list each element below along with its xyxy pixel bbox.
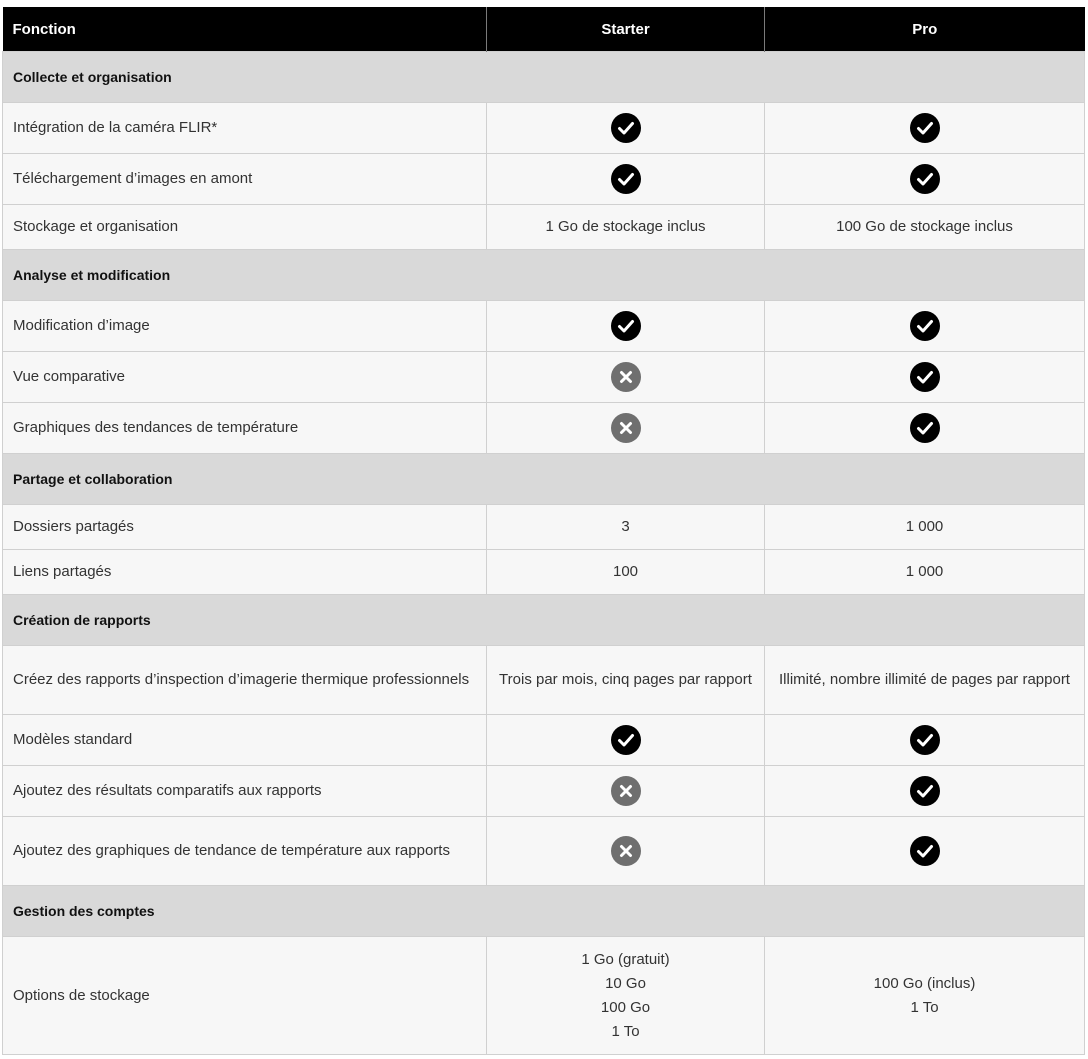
pro-cell xyxy=(765,715,1085,766)
table-row xyxy=(3,103,1085,154)
table-row xyxy=(3,352,1085,403)
pro-option: 1 To xyxy=(910,998,939,1016)
feature-label: Ajoutez des résultats comparatifs aux rapports xyxy=(3,766,487,817)
starter-option: 10 Go xyxy=(605,974,646,992)
table-row xyxy=(3,817,1085,886)
check-circle-icon xyxy=(910,311,940,341)
feature-label: Dossiers partagés xyxy=(3,505,487,550)
check-circle-icon xyxy=(910,776,940,806)
table-row xyxy=(3,766,1085,817)
section-title-analyse: Analyse et modification xyxy=(3,250,1085,301)
table-row xyxy=(3,154,1085,205)
x-circle-icon xyxy=(611,836,641,866)
section-row xyxy=(3,886,1085,937)
pro-value: Illimité, nombre illimité de pages par rapport xyxy=(765,646,1085,715)
feature-label: Stockage et organisation xyxy=(3,205,487,250)
starter-value: Trois par mois, cinq pages par rapport xyxy=(487,646,765,715)
feature-label: Modèles standard xyxy=(3,715,487,766)
starter-cell xyxy=(487,403,765,454)
check-circle-icon xyxy=(910,413,940,443)
feature-label: Graphiques des tendances de température xyxy=(3,403,487,454)
feature-label: Modification d’image xyxy=(3,301,487,352)
starter-cell xyxy=(487,154,765,205)
starter-cell xyxy=(487,817,765,886)
starter-cell xyxy=(487,766,765,817)
check-circle-icon xyxy=(910,164,940,194)
check-circle-icon xyxy=(611,725,641,755)
table-row xyxy=(3,403,1085,454)
section-row xyxy=(3,595,1085,646)
feature-label: Téléchargement d’images en amont xyxy=(3,154,487,205)
check-circle-icon xyxy=(910,113,940,143)
section-row xyxy=(3,250,1085,301)
check-circle-icon xyxy=(910,836,940,866)
feature-label: Vue comparative xyxy=(3,352,487,403)
check-circle-icon xyxy=(611,113,641,143)
starter-cell xyxy=(487,352,765,403)
table-row xyxy=(3,646,1085,715)
pro-option: 100 Go (inclus) xyxy=(873,974,976,992)
section-row xyxy=(3,52,1085,103)
table-header-row xyxy=(3,7,1085,52)
check-circle-icon xyxy=(611,164,641,194)
starter-value: 100 xyxy=(487,550,765,595)
pro-cell xyxy=(765,352,1085,403)
pro-cell xyxy=(765,766,1085,817)
pro-cell xyxy=(765,103,1085,154)
table-row xyxy=(3,937,1085,1055)
feature-label: Intégration de la caméra FLIR* xyxy=(3,103,487,154)
starter-cell xyxy=(487,715,765,766)
check-circle-icon xyxy=(910,362,940,392)
starter-cell xyxy=(487,103,765,154)
pro-cell xyxy=(765,154,1085,205)
comparison-table-container xyxy=(2,7,1084,1055)
header-starter: Starter xyxy=(487,7,765,52)
section-title-rapports: Création de rapports xyxy=(3,595,1085,646)
x-circle-icon xyxy=(611,413,641,443)
pro-value: 1 000 xyxy=(765,550,1085,595)
feature-label: Liens partagés xyxy=(3,550,487,595)
check-circle-icon xyxy=(910,725,940,755)
table-row xyxy=(3,205,1085,250)
pro-value: 1 000 xyxy=(765,505,1085,550)
x-circle-icon xyxy=(611,362,641,392)
starter-value: 3 xyxy=(487,505,765,550)
starter-value: 1 Go de stockage inclus xyxy=(487,205,765,250)
feature-label: Ajoutez des graphiques de tendance de température aux rapports xyxy=(3,817,487,886)
pro-cell xyxy=(765,301,1085,352)
section-title-collecte: Collecte et organisation xyxy=(3,52,1085,103)
pro-value: 100 Go de stockage inclus xyxy=(765,205,1085,250)
pro-cell xyxy=(765,403,1085,454)
starter-storage-options xyxy=(487,937,765,1055)
check-circle-icon xyxy=(611,311,641,341)
table-row xyxy=(3,550,1085,595)
x-circle-icon xyxy=(611,776,641,806)
feature-label: Créez des rapports d’inspection d’imagerie thermique professionnels xyxy=(3,646,487,715)
starter-cell xyxy=(487,301,765,352)
section-row xyxy=(3,454,1085,505)
starter-option: 1 Go (gratuit) xyxy=(581,950,670,968)
section-title-comptes: Gestion des comptes xyxy=(3,886,1085,937)
plan-comparison-table xyxy=(2,7,1085,1055)
pro-cell xyxy=(765,817,1085,886)
header-feature: Fonction xyxy=(3,7,487,52)
starter-option: 100 Go xyxy=(600,998,651,1016)
feature-label: Options de stockage xyxy=(3,937,487,1055)
header-pro: Pro xyxy=(765,7,1085,52)
table-row xyxy=(3,715,1085,766)
section-title-partage: Partage et collaboration xyxy=(3,454,1085,505)
pro-storage-options xyxy=(765,937,1085,1055)
table-row xyxy=(3,301,1085,352)
starter-option: 1 To xyxy=(611,1022,640,1040)
table-row xyxy=(3,505,1085,550)
